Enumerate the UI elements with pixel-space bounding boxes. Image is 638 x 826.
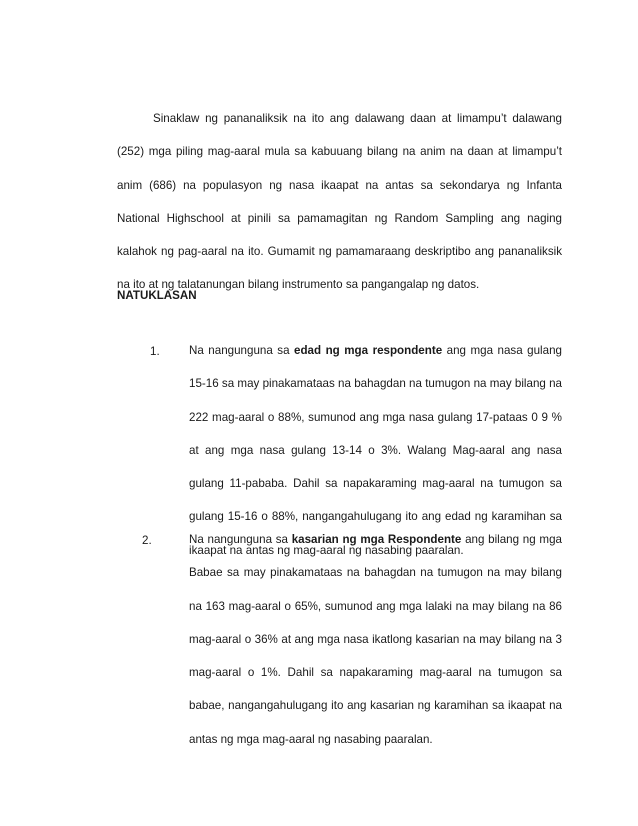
finding-rest: ang mga nasa gulang 15-16 sa may pinakamataas na bahagdan na tumugon na may bilang na 222 mag-aaral o 88%, sumunod ang mga nasa gulang 17-pataas 0 9 % at ang mga nasa gulang 13-14 o 3%. Walang Mag-aaral ang nasa gulang 11-pababa. Dahil sa napakaraming mag-aaral na tumugon sa gulang 15-16 o 88%, nangangahulugang ito ang edad ng karamihan sa ikaapat na antas ng mag-aaral ng nasabing paaralan.: [189, 344, 562, 557]
finding-emphasis: kasarian ng mga Respondente: [291, 533, 462, 546]
finding-lead: Na nangunguna sa: [189, 533, 288, 546]
finding-number: 1.: [150, 345, 160, 358]
section-heading: NATUKLASAN: [117, 289, 197, 302]
finding-lead: Na nangunguna sa: [189, 344, 290, 357]
intro-paragraph: Sinaklaw ng pananaliksik na ito ang dalawang daan at limampu’t dalawang (252) mga piling mag-aaral mula sa kabuuang bilang na anim na daan at limampu’t anim (686) na populasyon ng nasa ikaapat na antas sa sekondarya ng Infanta National Highschool at pinili sa pamamagitan ng Random Sampling ang naging kalahok ng pag-aaral na ito. Gumamit ng pamamaraang deskriptibo ang pananaliksik na ito at ng talatanungan bilang instrumento sa pangangalap ng datos.: [117, 112, 562, 292]
finding-emphasis: edad ng mga respondente: [294, 344, 443, 357]
finding-text: [189, 523, 562, 756]
finding-rest: ang bilang ng mga Babae sa may pinakamataas na bahagdan na tumugon na may bilang na 163 mag-aaral o 65%, sumunod ang mga lalaki na may bilang na 86 mag-aaral o 36% at ang mga nasa ikatlong kasarian na may bilang na 3 mag-aaral o 1%. Dahil sa napakaraming mag-aaral na tumugon sa babae, nangangahulugang ito ang kasarian ng karamihan sa ikaapat na antas ng mga mag-aaral ng nasabing paaralan.: [189, 533, 562, 746]
finding-number: 2.: [142, 534, 152, 547]
